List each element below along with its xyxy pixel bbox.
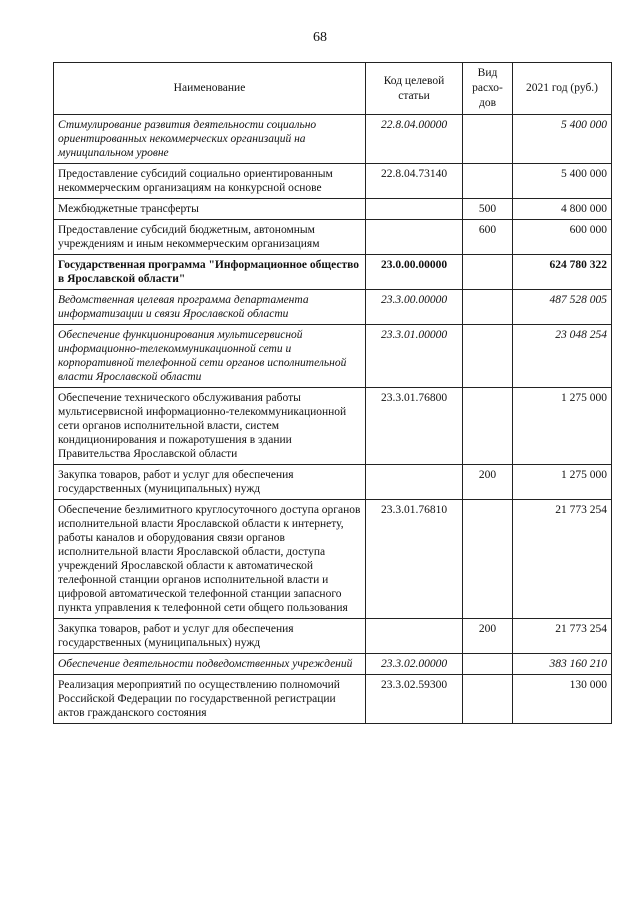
header-code: Код целевой статьи	[366, 63, 463, 115]
cell-name: Предоставление субсидий социально ориентированным некоммерческим организациям на конкурсной основе	[54, 164, 366, 199]
cell-amount: 487 528 005	[513, 290, 612, 325]
cell-code	[366, 619, 463, 654]
cell-amount: 1 275 000	[513, 388, 612, 465]
cell-amount: 5 400 000	[513, 115, 612, 164]
cell-amount: 21 773 254	[513, 619, 612, 654]
cell-kind	[463, 388, 513, 465]
table-body	[54, 115, 612, 724]
table-row	[54, 500, 612, 619]
table-row	[54, 619, 612, 654]
cell-amount: 5 400 000	[513, 164, 612, 199]
cell-amount: 4 800 000	[513, 199, 612, 220]
header-amount: 2021 год (руб.)	[513, 63, 612, 115]
cell-kind	[463, 500, 513, 619]
cell-code	[366, 199, 463, 220]
cell-name: Государственная программа "Информационное общество в Ярославской области"	[54, 255, 366, 290]
cell-code: 23.3.00.00000	[366, 290, 463, 325]
table-row	[54, 465, 612, 500]
cell-amount: 21 773 254	[513, 500, 612, 619]
cell-code	[366, 465, 463, 500]
header-name: Наименование	[54, 63, 366, 115]
cell-code: 22.8.04.73140	[366, 164, 463, 199]
cell-kind: 200	[463, 619, 513, 654]
cell-kind	[463, 115, 513, 164]
table-row	[54, 290, 612, 325]
table-row	[54, 654, 612, 675]
cell-kind	[463, 164, 513, 199]
table-header-row	[54, 63, 612, 115]
cell-name: Закупка товаров, работ и услуг для обеспечения государственных (муниципальных) нужд	[54, 619, 366, 654]
cell-kind: 600	[463, 220, 513, 255]
cell-name: Обеспечение деятельности подведомственных учреждений	[54, 654, 366, 675]
cell-code: 23.0.00.00000	[366, 255, 463, 290]
header-kind: Вид расхо-дов	[463, 63, 513, 115]
cell-amount: 1 275 000	[513, 465, 612, 500]
cell-amount: 624 780 322	[513, 255, 612, 290]
cell-code: 23.3.01.76810	[366, 500, 463, 619]
cell-amount: 23 048 254	[513, 325, 612, 388]
cell-name: Межбюджетные трансферты	[54, 199, 366, 220]
cell-name: Реализация мероприятий по осуществлению полномочий Российской Федерации по государственной регистрации актов гражданского состояния	[54, 675, 366, 724]
budget-table	[53, 62, 612, 724]
cell-name: Стимулирование развития деятельности социально ориентированных некоммерческих организаций на муниципальном уровне	[54, 115, 366, 164]
cell-amount: 383 160 210	[513, 654, 612, 675]
cell-kind: 500	[463, 199, 513, 220]
cell-name: Предоставление субсидий бюджетным, автономным учреждениям и иным некоммерческим организациям	[54, 220, 366, 255]
page-number: 68	[313, 30, 327, 45]
cell-name: Закупка товаров, работ и услуг для обеспечения государственных (муниципальных) нужд	[54, 465, 366, 500]
cell-kind: 200	[463, 465, 513, 500]
table-row	[54, 388, 612, 465]
cell-kind	[463, 654, 513, 675]
cell-name: Обеспечение технического обслуживания работы мультисервисной информационно-телекоммуникационной сети органов исполнительной власти, систем кондиционирования и пожаротушения в здании Правительства Ярославской области	[54, 388, 366, 465]
cell-kind	[463, 255, 513, 290]
cell-name: Обеспечение безлимитного круглосуточного доступа органов исполнительной власти Ярославской области к интернету, работы каналов и оборудования связи органов исполнительной власти Ярославской области, доступа учреждений Ярославской области к автоматической телефонной станции органов исполнительной власти и цифровой автоматической телефонной станции запасного пункта управления к телефонной сети общего пользования	[54, 500, 366, 619]
table-row	[54, 675, 612, 724]
cell-name: Обеспечение функционирования мультисервисной информационно-телекоммуникационной сети и корпоративной телефонной сети органов исполнительной власти Ярославской области	[54, 325, 366, 388]
table-row	[54, 199, 612, 220]
table-row	[54, 255, 612, 290]
cell-code: 23.3.01.76800	[366, 388, 463, 465]
cell-kind	[463, 290, 513, 325]
cell-code: 23.3.02.00000	[366, 654, 463, 675]
cell-kind	[463, 675, 513, 724]
table-row	[54, 115, 612, 164]
cell-amount: 600 000	[513, 220, 612, 255]
table-row	[54, 325, 612, 388]
cell-kind	[463, 325, 513, 388]
cell-amount: 130 000	[513, 675, 612, 724]
cell-name: Ведомственная целевая программа департамента информатизации и связи Ярославской области	[54, 290, 366, 325]
cell-code: 23.3.01.00000	[366, 325, 463, 388]
cell-code: 22.8.04.00000	[366, 115, 463, 164]
cell-code: 23.3.02.59300	[366, 675, 463, 724]
table-row	[54, 220, 612, 255]
cell-code	[366, 220, 463, 255]
table-row	[54, 164, 612, 199]
